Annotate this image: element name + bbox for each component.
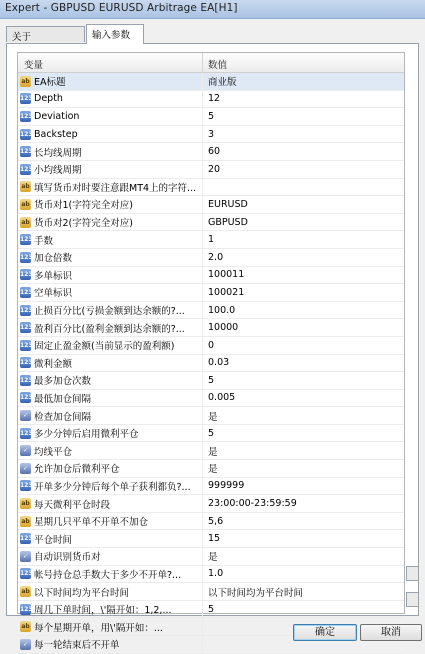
string-type-icon: ab: [21, 218, 30, 226]
parameter-row[interactable]: [18, 601, 404, 619]
title-bar: [0, 0, 425, 19]
number-type-icon: 123: [20, 605, 33, 613]
parameter-value[interactable]: 1.0: [208, 568, 224, 580]
parameter-label: 开单多少分钟后每个单子获利都负?...: [34, 481, 191, 493]
parameter-value[interactable]: GBPUSD: [208, 216, 248, 228]
number-type-icon: 123: [20, 429, 33, 437]
parameter-row[interactable]: [18, 73, 404, 91]
number-type-icon: 123: [20, 324, 33, 332]
parameter-value[interactable]: 5: [208, 110, 215, 122]
parameter-name-cell: [18, 249, 203, 266]
parameter-label: 多单标识: [34, 270, 73, 282]
parameter-name-cell: [18, 196, 203, 213]
bool-type-icon: ✓: [20, 463, 31, 474]
parameter-row[interactable]: [18, 284, 404, 302]
parameter-label: Deviation: [34, 110, 80, 122]
number-type-icon: 123: [20, 570, 33, 578]
parameter-label: 货币对2(字符完全对应): [34, 218, 133, 230]
parameter-label: 盈利百分比(盈利金额到达余额的?...: [34, 323, 185, 335]
parameter-row[interactable]: [18, 108, 404, 126]
number-type-icon: 123: [20, 95, 33, 103]
parameter-label: 以下时间均为平台时间: [34, 587, 130, 599]
number-type-icon: 123: [20, 306, 33, 314]
grid-header: [18, 53, 404, 73]
parameter-row[interactable]: [18, 513, 404, 531]
parameter-label: EA标题: [34, 77, 66, 89]
parameter-label: 多少分钟后启用微利平仓: [34, 429, 139, 441]
parameter-label: 止损百分比(亏损金额到达余额的?...: [34, 306, 185, 318]
number-type-icon: 123: [20, 165, 33, 173]
parameter-value[interactable]: 20: [208, 163, 221, 175]
parameter-value[interactable]: 2.0: [208, 251, 224, 263]
parameter-row[interactable]: [18, 355, 404, 373]
tab-inputs[interactable]: 输入参数: [86, 24, 144, 44]
parameter-label: 最多加仓次数: [34, 376, 92, 388]
parameter-value[interactable]: 是: [208, 411, 218, 423]
parameter-name-cell: [18, 302, 203, 319]
number-type-icon: 123: [20, 394, 33, 402]
parameter-name-cell: [18, 530, 203, 547]
parameter-value[interactable]: 0.03: [208, 357, 230, 369]
parameter-value[interactable]: 999999: [208, 480, 245, 492]
number-type-icon: 123: [20, 271, 33, 279]
parameter-value[interactable]: 0: [208, 339, 215, 351]
string-type-icon: ab: [21, 200, 30, 208]
parameter-row[interactable]: [18, 161, 404, 179]
parameter-name-cell: [18, 126, 203, 143]
parameter-label: 小均线周期: [34, 165, 82, 177]
number-type-icon: 123: [20, 253, 33, 261]
header-variable[interactable]: 变量: [18, 53, 203, 72]
parameter-name-cell: [18, 372, 203, 389]
bool-type-icon: ✓: [20, 410, 31, 421]
parameter-label: 帐号持仓总手数大于多少不开单?...: [34, 569, 182, 581]
parameter-label: 检查加仓间隔: [34, 411, 92, 423]
parameter-row[interactable]: [18, 566, 404, 584]
number-type-icon: 123: [20, 535, 33, 543]
parameter-name-cell: [18, 231, 203, 248]
parameter-name-cell: [18, 513, 203, 530]
parameter-value[interactable]: 10000: [208, 322, 239, 334]
parameter-label: 周几下单时间，\'隔开如：1,2,...: [34, 605, 172, 617]
parameter-label: 每个星期开单，用\'隔开如：...: [34, 622, 163, 634]
parameter-row[interactable]: [18, 319, 404, 337]
parameter-name-cell: [18, 179, 203, 196]
parameter-row[interactable]: [18, 267, 404, 285]
grid-rows: [18, 73, 404, 654]
parameter-row[interactable]: [18, 442, 404, 460]
parameter-label: Depth: [34, 93, 63, 105]
parameter-value[interactable]: EURUSD: [208, 198, 248, 210]
parameter-row[interactable]: [18, 583, 404, 601]
parameter-label: 每天微利平仓时段: [34, 499, 111, 511]
parameter-value[interactable]: 以下时间均为平台时间: [208, 587, 304, 599]
parameter-row[interactable]: [18, 407, 404, 425]
tab-strip: [6, 24, 416, 44]
parameter-row[interactable]: [18, 390, 404, 408]
parameter-label: 加仓倍数: [34, 253, 73, 265]
string-type-icon: ab: [21, 588, 30, 596]
tab-about[interactable]: 关于: [6, 26, 85, 42]
ok-button[interactable]: 确定: [293, 624, 357, 641]
parameter-label: 均线平仓: [34, 446, 73, 458]
number-type-icon: 123: [20, 236, 33, 244]
window-title: Expert - GBPUSD EURUSD Arbitrage EA[H1]: [5, 2, 238, 14]
parameter-row[interactable]: [18, 337, 404, 355]
parameter-label: 星期几只平单不开单不加仓: [34, 517, 149, 529]
parameter-value[interactable]: 3: [208, 128, 215, 140]
parameter-name-cell: [18, 143, 203, 160]
bool-type-icon: ✓: [20, 639, 31, 650]
parameter-name-cell: [18, 284, 203, 301]
parameter-name-cell: [18, 73, 203, 90]
parameter-name-cell: [18, 566, 203, 583]
number-type-icon: 123: [20, 112, 33, 120]
parameter-value[interactable]: 是: [208, 446, 218, 458]
parameter-name-cell: [18, 460, 203, 477]
parameter-name-cell: [18, 91, 203, 108]
parameter-row[interactable]: [18, 91, 404, 109]
parameter-value[interactable]: 是: [208, 464, 218, 476]
parameter-row[interactable]: [18, 214, 404, 232]
string-type-icon: ab: [21, 77, 30, 85]
parameter-label: 固定止盈金额(当前显示的盈利额): [34, 341, 175, 353]
parameter-label: 微利金额: [34, 358, 73, 370]
parameter-row[interactable]: [18, 478, 404, 496]
parameter-value[interactable]: 15: [208, 533, 221, 545]
parameter-name-cell: [18, 355, 203, 372]
parameter-row[interactable]: [18, 126, 404, 144]
parameter-name-cell: [18, 548, 203, 565]
parameter-name-cell: [18, 442, 203, 459]
bool-type-icon: ✓: [20, 445, 31, 456]
parameter-value[interactable]: 商业版: [208, 77, 237, 89]
parameter-value[interactable]: 12: [208, 93, 221, 105]
parameter-row[interactable]: [18, 372, 404, 390]
number-type-icon: 123: [20, 376, 33, 384]
side-button-save[interactable]: [406, 592, 419, 607]
side-button-load[interactable]: [406, 566, 419, 581]
parameter-value[interactable]: 1: [208, 234, 215, 246]
cancel-button[interactable]: 取消: [360, 624, 422, 641]
parameter-label: Backstep: [34, 128, 78, 140]
parameter-row[interactable]: [18, 495, 404, 513]
parameter-row[interactable]: [18, 179, 404, 197]
parameter-name-cell: [18, 319, 203, 336]
number-type-icon: 123: [20, 130, 33, 138]
parameter-name-cell: [18, 618, 203, 635]
parameter-value[interactable]: 5: [208, 374, 215, 386]
parameter-label: 货币对1(字符完全对应): [34, 200, 133, 212]
string-type-icon: ab: [21, 517, 30, 525]
string-type-icon: ab: [21, 623, 30, 631]
string-type-icon: ab: [21, 183, 30, 191]
parameter-name-cell: [18, 495, 203, 512]
number-type-icon: 123: [20, 341, 33, 349]
parameter-row[interactable]: [18, 196, 404, 214]
parameter-label: 填写货币对时要注意跟MT4上的字符...: [34, 182, 197, 194]
parameter-value[interactable]: 60: [208, 146, 221, 158]
header-value[interactable]: 数值: [208, 60, 228, 71]
parameter-row[interactable]: [18, 143, 404, 161]
parameter-value[interactable]: 0.005: [208, 392, 236, 404]
bool-type-icon: ✓: [20, 551, 31, 562]
parameter-value[interactable]: 5: [208, 603, 215, 615]
parameter-label: 平仓时间: [34, 534, 73, 546]
number-type-icon: 123: [20, 482, 33, 490]
parameter-name-cell: [18, 425, 203, 442]
parameter-row[interactable]: [18, 302, 404, 320]
parameter-value[interactable]: 100.0: [208, 304, 236, 316]
parameter-label: 允许加仓后微利平仓: [34, 464, 120, 476]
parameter-name-cell: [18, 337, 203, 354]
parameter-label: 每一轮结束后不开单: [34, 640, 120, 652]
parameter-label: 自动识别货币对: [34, 552, 101, 564]
parameter-name-cell: [18, 601, 203, 618]
parameter-name-cell: [18, 390, 203, 407]
string-type-icon: ab: [21, 500, 30, 508]
parameter-row[interactable]: [18, 231, 404, 249]
parameter-name-cell: [18, 267, 203, 284]
parameter-name-cell: [18, 407, 203, 424]
parameter-name-cell: [18, 478, 203, 495]
parameter-row[interactable]: [18, 530, 404, 548]
parameter-row[interactable]: [18, 425, 404, 443]
parameter-name-cell: [18, 583, 203, 600]
parameter-value[interactable]: 100011: [208, 269, 245, 281]
parameter-label: 长均线周期: [34, 147, 82, 159]
parameter-row[interactable]: [18, 548, 404, 566]
parameter-name-cell: [18, 108, 203, 125]
number-type-icon: 123: [20, 288, 33, 296]
parameter-label: 手数: [34, 235, 54, 247]
parameter-label: 最低加仓间隔: [34, 393, 92, 405]
parameter-row[interactable]: [18, 460, 404, 478]
parameter-row[interactable]: [18, 249, 404, 267]
parameter-value[interactable]: 5: [208, 427, 215, 439]
parameter-value[interactable]: 是: [208, 552, 218, 564]
parameter-name-cell: [18, 214, 203, 231]
parameter-value[interactable]: 100021: [208, 286, 245, 298]
parameter-value[interactable]: 23:00:00-23:59:59: [208, 498, 297, 510]
number-type-icon: 123: [20, 359, 33, 367]
number-type-icon: 123: [20, 148, 33, 156]
parameter-label: 空单标识: [34, 288, 73, 300]
parameter-name-cell: [18, 636, 203, 653]
parameter-value[interactable]: 5,6: [208, 515, 224, 527]
parameter-name-cell: [18, 161, 203, 178]
